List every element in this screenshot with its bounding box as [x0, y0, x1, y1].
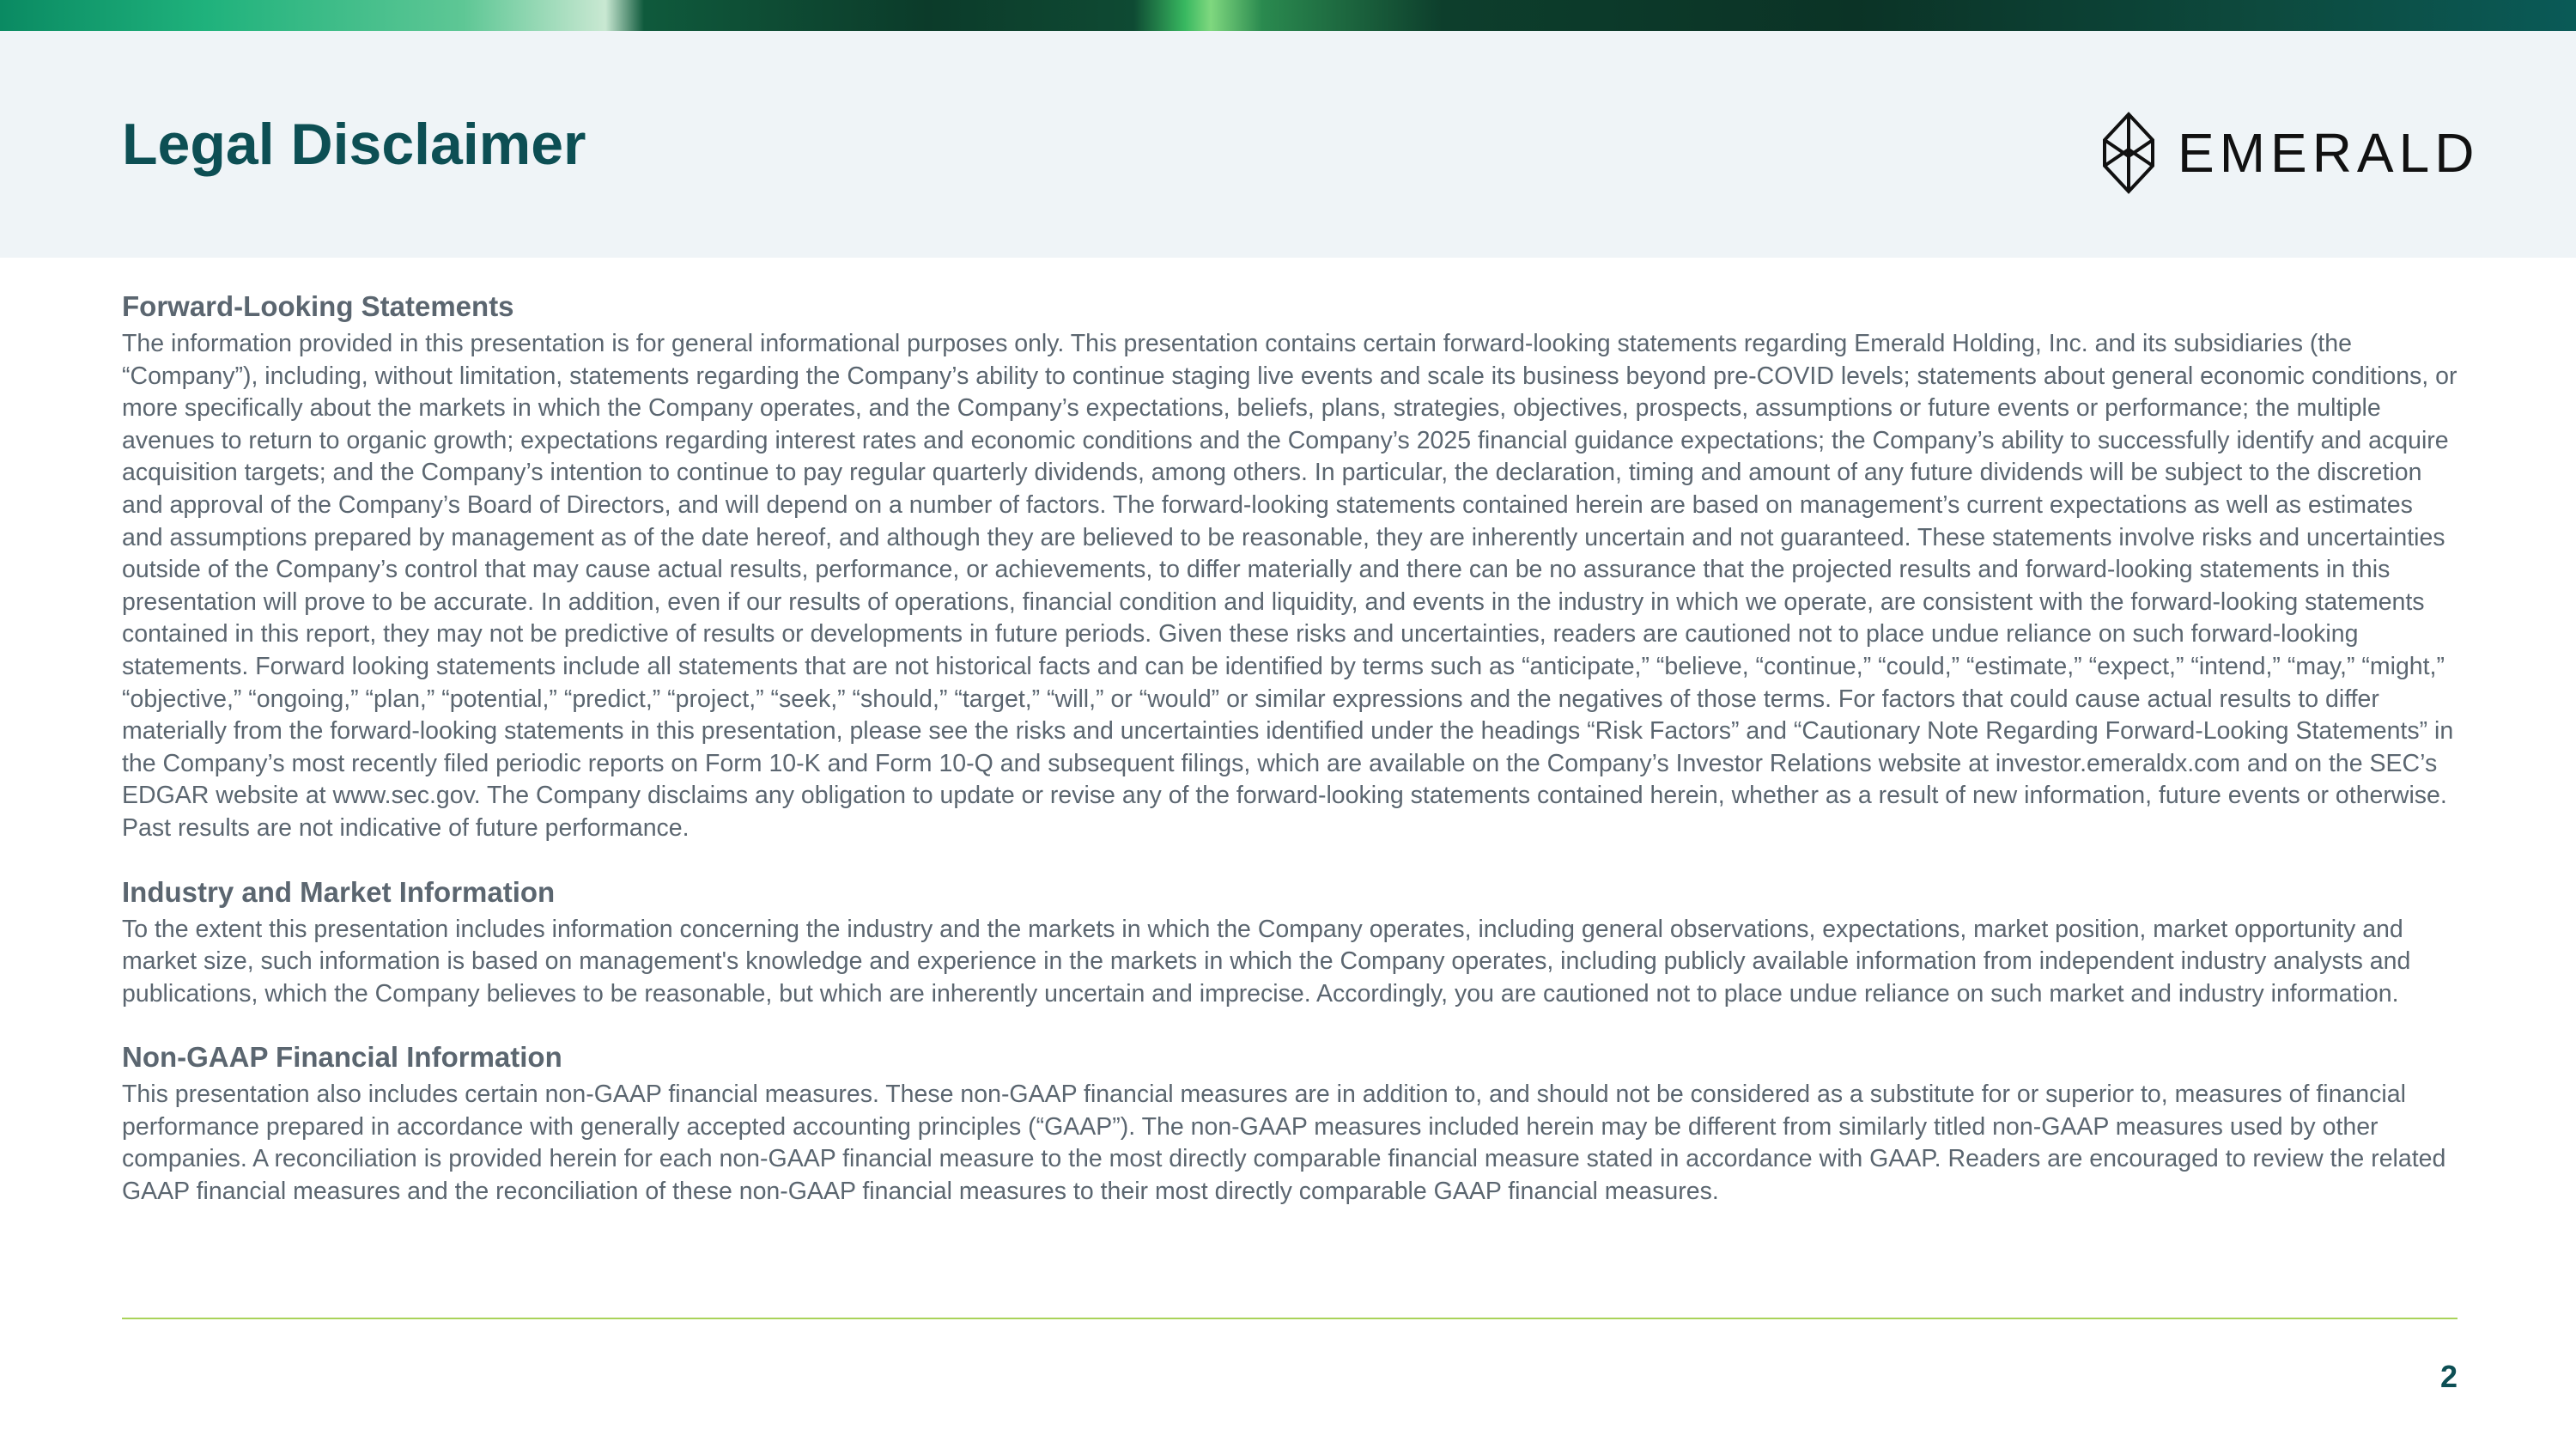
emerald-gem-icon [2102, 112, 2155, 194]
logo-wordmark: EMERALD [2178, 122, 2480, 184]
section-heading: Non-GAAP Financial Information [122, 1041, 562, 1074]
section-heading: Forward-Looking Statements [122, 290, 514, 322]
emerald-logo [2102, 112, 2479, 194]
disclaimer-content [122, 289, 2458, 1238]
page-number: 2 [2439, 1359, 2458, 1394]
top-gradient-band [0, 0, 2576, 31]
section-body: This presentation also includes certain non-GAAP financial measures. These non-GAAP financial measures are in addition to, and should not be considered as a substitute for or superior to, measures of financial performance prepared in accordance with generally accepted accounting principles (“GAAP”). The non-GAAP measures included herein may be different from similarly titled non-GAAP measures used by other companies. A reconciliation is provided herein for each non-GAAP financial measure to the most directly comparable financial measure stated in accordance with GAAP. Readers are encouraged to review the related GAAP financial measures and the reconciliation of these non-GAAP financial measures to their most directly comparable GAAP financial measures. [122, 1081, 2446, 1206]
section-industry-market [122, 874, 2458, 1011]
section-forward-looking [122, 289, 2458, 845]
section-body: To the extent this presentation includes information concerning the industry and the markets in which the Company operates, including general observations, expectations, market position, market opportunity and market size, such information is based on management's knowledge and experience in the markets in which the Company operates, including publicly available information from independent industry analysts and publications, which the Company believes to be reasonable, but which are inherently uncertain and imprecise. Accordingly, you are cautioned not to place undue reliance on such market and industry information. [122, 915, 2411, 1008]
section-body: The information provided in this presentation is for general informational purposes only. This presentation contains certain forward-looking statements regarding Emerald Holding, Inc. and its subsidiaries (the “Company”), including, without limitation, statements regarding the Company’s ability to continue staging live events and scale its business beyond pre-COVID levels; statements about general economic conditions, or more specifically about the markets in which the Company operates, and the Company’s expectations, beliefs, plans, strategies, objectives, prospects, assumptions or future events or performance; the multiple avenues to return to organic growth; expectations regarding interest rates and economic conditions and the Company’s 2025 financial guidance expectations; the Company’s ability to successfully identify and acquire acquisition targets; and the Company’s intention to continue to pay regular quarterly dividends, among others. In particular, the declaration, timing and amount of any future dividends will be subject to the discretion and approval of the Company’s Board of Directors, and will depend on a number of factors. The forward-looking statements contained herein are based on management’s current expectations as well as estimates and assumptions prepared by management as of the date hereof, and although they are believed to be reasonable, they are inherently uncertain and not guaranteed. These statements involve risks and uncertainties outside of the Company’s control that may cause actual results, performance, or achievements, to differ materially and there can be no assurance that the projected results and forward-looking statements in this presentation will prove to be accurate. In addition, even if our results of operations, financial condition and liquidity, and events in the industry in which we operate, are consistent with the forward-looking statements contained in this report, they may not be predictive of results or developments in future periods. Given these risks and uncertainties, readers are cautioned not to place undue reliance on such forward-looking statements. Forward looking statements include all statements that are not historical facts and can be identified by terms such as “anticipate,” “believe, “continue,” “could,” “estimate,” “expect,” “intend,” “may,” “might,” “objective,” “ongoing,” “plan,” “potential,” “predict,” “project,” “seek,” “should,” “target,” “will,” or “would” or similar expressions and the negatives of those terms. For factors that could cause actual results to differ materially from the forward-looking statements in this presentation, please see the risks and uncertainties identified under the headings “Risk Factors” and “Cautionary Note Regarding Forward-Looking Statements” in the Company’s most recently filed periodic reports on Form 10-K and Form 10-Q and subsequent filings, which are available on the Company’s Investor Relations website at investor.emeraldx.com and on the SEC’s EDGAR website at www.sec.gov. The Company disclaims any obligation to update or revise any of the forward-looking statements contained herein, whether as a result of new information, future events or otherwise. Past results are not indicative of future performance. [122, 330, 2458, 842]
section-non-gaap [122, 1039, 2458, 1208]
page-title: Legal Disclaimer [122, 112, 586, 177]
section-heading: Industry and Market Information [122, 875, 556, 908]
footer-divider [122, 1318, 2458, 1319]
